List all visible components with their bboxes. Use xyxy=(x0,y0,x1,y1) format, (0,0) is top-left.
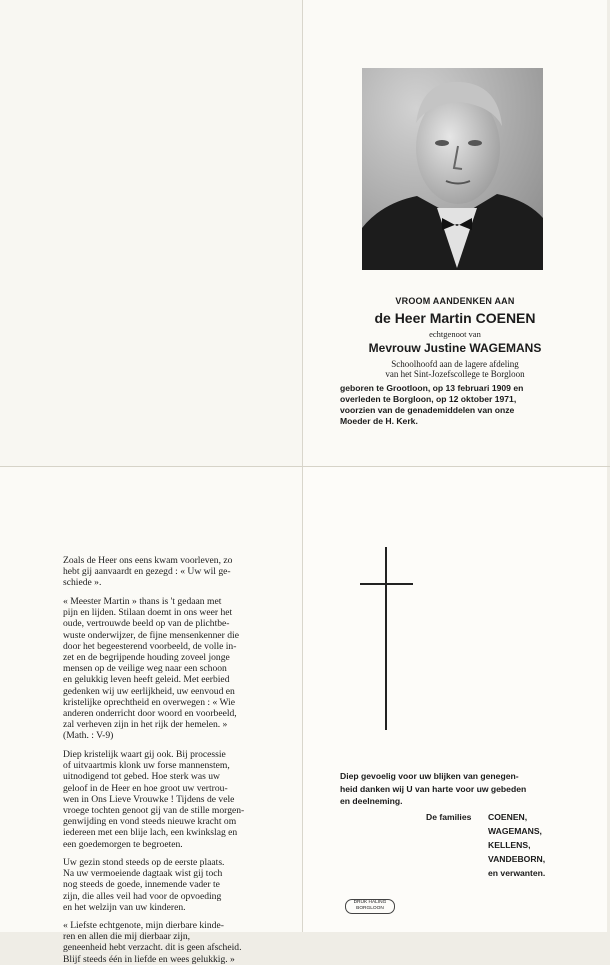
poem-line: iedereen met een blije lach, een kwinkslag en xyxy=(63,827,238,839)
poem-line: Zoals de Heer ons eens kwam voorleven, zo xyxy=(63,555,233,566)
family-name: COENEN, xyxy=(488,812,528,822)
family-name: KELLENS, xyxy=(488,840,531,850)
poem-line: Na uw vermoeiende dagtaak wist gij toch xyxy=(63,868,223,880)
printer-town: BORGLOON xyxy=(356,905,384,911)
poem-line: schiede ». xyxy=(63,577,102,589)
bio-line: overleden te Borgloon, op 12 oktober 1971, xyxy=(340,394,517,404)
family-name: en verwanten. xyxy=(488,868,546,878)
bio-line: voorzien van de genademiddelen van onze xyxy=(340,405,515,415)
poem-line: geloof in de Heer en hoe groot uw vertrou- xyxy=(63,782,228,794)
poem-line: Diep kristelijk waart gij ook. Bij processie xyxy=(63,749,226,760)
poem-line: vroege tochten genoot gij van de stille morgen- xyxy=(63,805,245,817)
poem-paragraph xyxy=(63,920,268,965)
poem-line: zijn, die alles veil had voor de opvoeding xyxy=(63,890,222,902)
poem-line: wuste onderwijzer, de fijne mensenkenner die xyxy=(63,629,239,641)
poem-line: hebt gij aanvaardt en gezegd : « Uw wil ge- xyxy=(63,566,231,578)
poem-line: en gelukkig leven heeft geleid. Met eerbied xyxy=(63,674,230,686)
poem-line: genwijding en vond steeds nieuwe kracht om xyxy=(63,816,237,828)
poem-line: of uitvaartmis klonk uw forse mannenstem, xyxy=(63,760,230,772)
bio-line: geboren te Grootloon, op 13 februari 1909 en xyxy=(340,383,524,393)
memorial-header: VROOM AANDENKEN AAN xyxy=(395,296,515,306)
poem-line: ren en allen die mij dierbaar zijn, xyxy=(63,931,191,943)
thanks-text xyxy=(340,770,580,808)
poem-paragraph xyxy=(63,857,268,913)
poem-line: (Math. : V-9) xyxy=(63,730,114,742)
poem-line: anderen onderricht door woord en voorbeeld, xyxy=(63,708,237,720)
poem-paragraph xyxy=(63,749,268,850)
poem-line: « Liefste echtgenote, mijn dierbare kinde- xyxy=(63,920,224,931)
poem-line: uitnodigend tot gebed. Hoe sterk was uw xyxy=(63,771,220,783)
cross-icon xyxy=(385,547,387,730)
poem-line: en het welzijn van uw kinderen. xyxy=(63,901,186,913)
family-name: VANDEBORN, xyxy=(488,854,546,864)
relation-text: echtgenoot van xyxy=(429,329,481,339)
thanks-line: en deelneming. xyxy=(340,796,403,807)
poem-line: kristelijke oprechtheid en overwegen : « Wie xyxy=(63,696,236,708)
portrait-photo xyxy=(362,68,543,270)
family-name: WAGEMANS, xyxy=(488,826,542,836)
deceased-name: de Heer Martin COENEN xyxy=(374,310,536,326)
poem-paragraph xyxy=(63,596,268,742)
poem-paragraph xyxy=(63,555,268,589)
thanks-panel xyxy=(303,467,607,932)
horizontal-fold xyxy=(0,466,610,467)
poem-line: zal verheven zijn in het rijk der hemelen. » xyxy=(63,719,228,731)
poem-line: gedenken wij uw eerlijkheid, uw eenvoud en xyxy=(63,685,235,697)
bio-line: Moeder de H. Kerk. xyxy=(340,416,418,426)
blank-panel xyxy=(0,0,303,466)
poem-line: zet en de begrijpende houding zoveel jonge xyxy=(63,652,230,664)
poem-line: geneenheid hebt verzacht. dit is geen afscheid. xyxy=(63,942,242,954)
poem-line: nog steeds de goede, innemende vader te xyxy=(63,879,220,891)
poem-line: een goedemorgen te begroeten. xyxy=(63,838,183,850)
cross-icon-bar xyxy=(360,583,413,585)
poem-line: « Meester Martin » thans is 't gedaan met xyxy=(63,596,222,607)
poem-line: door het begeesterend voorbeeld, de volle in- xyxy=(63,640,237,652)
poem-line: oude, vertrouwde beeld op van de plichtbe- xyxy=(63,618,230,630)
families-label: De families xyxy=(426,812,472,822)
poem-line: pijn en lijden. Stilaan doemt in ons weer het xyxy=(63,607,233,619)
thanks-line: Diep gevoelig voor uw blijken van genegen- xyxy=(340,771,519,781)
role-line: van het Sint-Jozefscollege te Borgloon xyxy=(385,369,525,379)
role-line: Schoolhoofd aan de lagere afdeling xyxy=(391,359,519,369)
thanks-line: heid danken wij U van harte voor uw gebeden xyxy=(340,783,527,794)
poem-line: Blijf steeds één in liefde en wees gelukkig. » xyxy=(63,953,235,965)
poem-line: mensen op de veilige weg naar een schoon xyxy=(63,663,227,675)
poem-line: Uw gezin stond steeds op de eerste plaats. xyxy=(63,857,225,868)
spouse-name: Mevrouw Justine WAGEMANS xyxy=(368,341,542,355)
printer-stamp xyxy=(345,899,395,914)
printer-name: DRUK HALING xyxy=(353,900,387,905)
poem-line: wen in Ons Lieve Vrouwke ! Tijdens de vele xyxy=(63,793,235,805)
